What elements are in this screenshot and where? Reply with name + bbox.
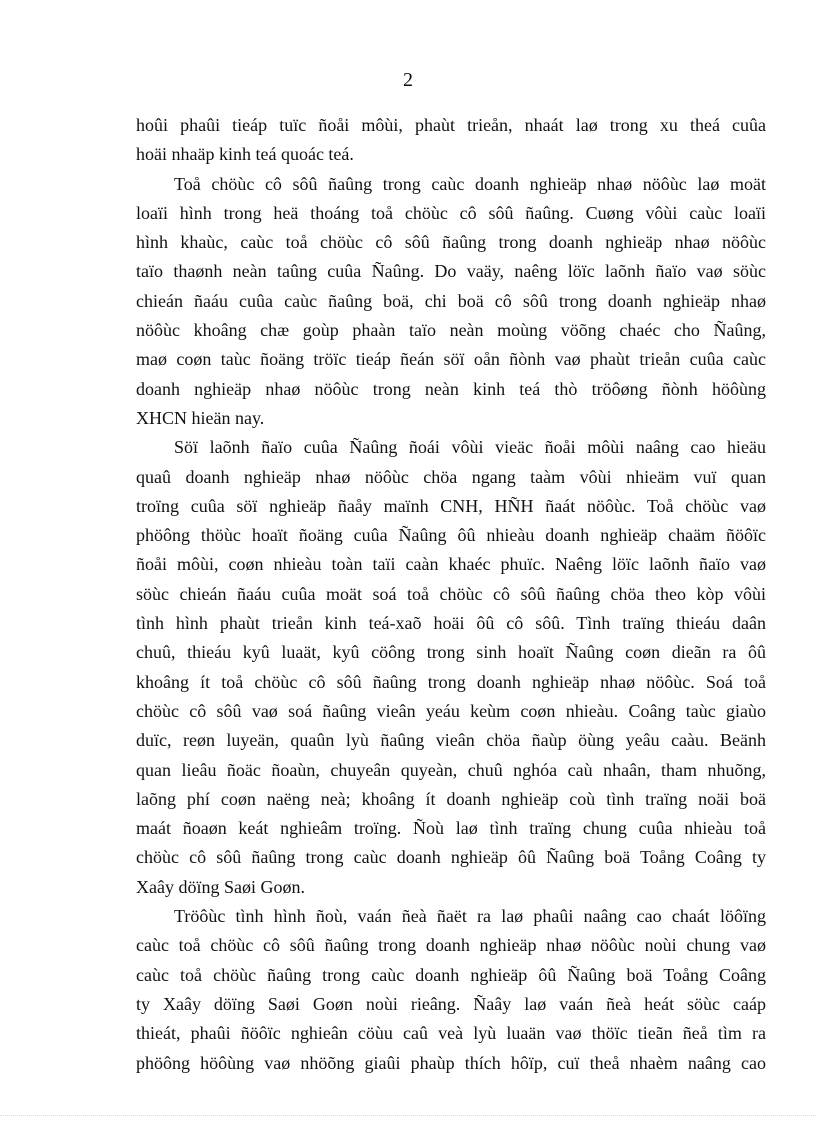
page-bottom-rule [0,1115,816,1116]
paragraph-2 [136,170,766,434]
text-line: troïng cuûa söï nghieäp ñaåy maïnh CNH, HÑH ñaát nöôùc. Toå chöùc vaø [136,495,766,516]
text-line: chieán ñaáu cuûa caùc ñaûng boä, chi boä cô sôû trong doanh nghieäp nhaø [136,290,766,311]
text-line: taïo thaønh neàn taûng cuûa Ñaûng. Do vaäy, naêng löïc laõnh ñaïo vaø söùc [136,261,766,282]
text-line: hình khaùc, caùc toå chöùc cô sôû ñaûng trong doanh nghieäp nhaø nöôùc [136,232,766,253]
text-line: chöùc cô sôû ñaûng trong caùc doanh nghieäp ôû Ñaûng boä Toång Coâng ty [136,847,766,868]
text-line: duïc, reøn luyeän, quaûn lyù ñaûng vieân chöa ñaùp öùng yeâu caàu. Beänh [136,730,766,751]
text-line: quan lieâu ñoäc ñoaùn, chuyeân quyeàn, chuû nghóa caù nhaân, tham nhuõng, [136,759,766,780]
text-line: hoäi nhaäp kinh teá quoác teá. [136,144,354,165]
text-line: thieát, phaûi ñöôïc nghieân cöùu caû veà lyù luaän vaø thöïc tieãn ñeå tìm ra [136,1023,766,1044]
text-line: caùc toå chöùc ñaûng trong caùc doanh nghieäp ôû Ñaûng boä Toång Coâng [136,964,766,985]
text-line: khoâng ít toå chöùc cô sôû ñaûng trong doanh nghieäp nhaø nöôùc. Soá toå [136,671,766,692]
text-line: ty Xaây döïng Saøi Goøn noùi rieâng. Ñaây laø vaán ñeà heát söùc caáp [136,993,766,1014]
body-text [136,111,766,1078]
text-line: nöôùc khoâng chæ goùp phaàn taïo neàn moùng vöõng chaéc cho Ñaûng, [136,320,766,341]
paragraph-1 [136,111,766,170]
text-line: doanh nghieäp nhaø nöôùc trong neàn kinh teá thò tröôøng ñònh höôùng [136,378,766,399]
paragraph-4 [136,902,766,1078]
paragraph-3 [136,433,766,902]
text-line: XHCN hieän nay. [136,407,265,428]
text-line: hoûi phaûi tieáp tuïc ñoåi môùi, phaùt trieån, nhaát laø trong xu theá cuûa [136,115,766,135]
text-line: maø coøn taùc ñoäng tröïc tieáp ñeán söï oån ñònh vaø phaùt trieån cuûa caùc [136,349,766,370]
text-line: Söï laõnh ñaïo cuûa Ñaûng ñoái vôùi vieäc ñoåi môùi naâng cao hieäu [174,437,766,458]
text-line: phöông thöùc hoaït ñoäng cuûa Ñaûng ôû nhieàu doanh nghieäp chaäm ñöôïc [136,525,766,546]
text-line: chöùc cô sôû vaø soá ñaûng vieân yeáu keùm coøn nhieàu. Coâng taùc giaùo [136,700,766,721]
text-line: loaïi hình trong heä thoáng toå chöùc cô sôû ñaûng. Cuøng vôùi caùc loaïi [136,202,766,223]
page-number: 2 [403,69,413,91]
text-line: tình hình phaùt trieån kinh teá-xaõ hoäi ôû cô sôû. Tình traïng thieáu daân [136,613,766,634]
text-line: söùc chieán ñaáu cuûa moät soá toå chöùc cô sôû ñaûng chöa theo kòp vôùi [136,583,766,604]
text-line: laõng phí coøn naëng neà; khoâng ít doanh nghieäp coù tình traïng noäi boä [136,788,766,809]
text-line: maát ñoaøn keát nghieâm troïng. Ñoù laø tình traïng chung cuûa nhieàu toå [136,818,766,839]
text-line: Toå chöùc cô sôû ñaûng trong caùc doanh nghieäp nhaø nöôùc laø moät [174,173,766,194]
text-line: chuû, thieáu kyû luaät, kyû cöông trong sinh hoaït Ñaûng coøn dieãn ra ôû [136,642,766,663]
text-line: phöông höôùng vaø nhöõng giaûi phaùp thích hôïp, cuï theå nhaèm naâng cao [136,1052,766,1073]
text-line: caùc toå chöùc cô sôû ñaûng trong doanh nghieäp nhaø nöôùc noùi chung vaø [136,935,766,956]
text-line: quaû doanh nghieäp nhaø nöôùc chöa ngang taàm vôùi nhieäm vuï quan [136,466,766,487]
text-line: Xaây döïng Saøi Goøn. [136,876,305,897]
text-line: ñoåi môùi, coøn nhieàu toàn taïi caàn khaéc phuïc. Naêng löïc laõnh ñaïo vaø [136,554,766,575]
text-line: Tröôùc tình hình ñoù, vaán ñeà ñaët ra laø phaûi naâng cao chaát löôïng [174,906,766,927]
